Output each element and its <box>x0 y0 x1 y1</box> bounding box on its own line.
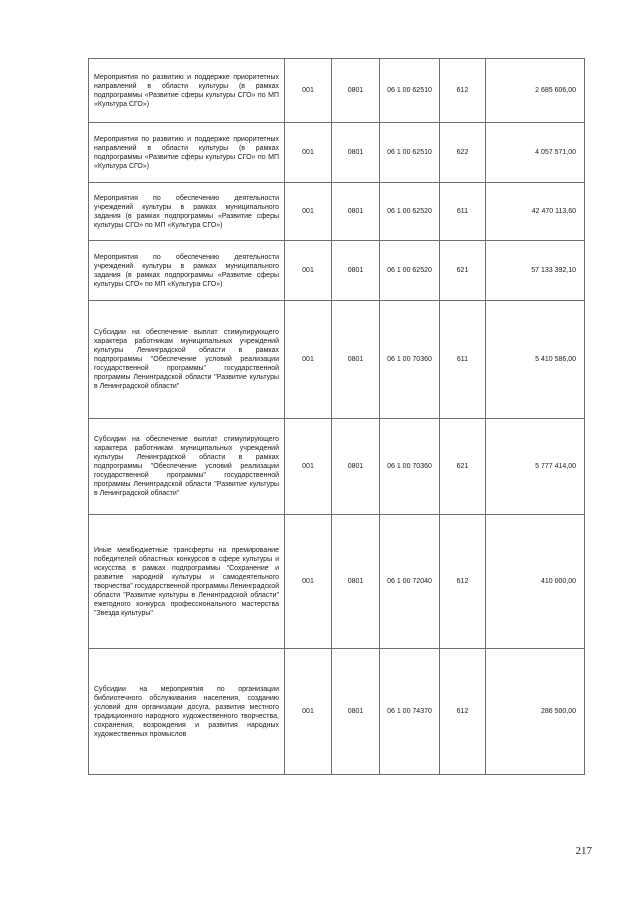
expense-type-cell: 611 <box>440 183 486 241</box>
description-cell: Мероприятия по развитию и поддержке приоритетных направлений в области культуры (в рамках подпрограммы «Развитие сферы культуры СГО» по МП «Культура СГО») <box>89 59 285 123</box>
description-cell: Субсидии на обеспечение выплат стимулирующего характера работникам муниципальных учреждений культуры Ленинградской области в рамках подпрограммы "Обеспечение условий реализации государственной программы" государственной программы Ленинградской области "Развитие культуры в Ленинградской области" <box>89 301 285 419</box>
expense-type-cell: 622 <box>440 123 486 183</box>
grbs-code-cell: 001 <box>285 241 332 301</box>
grbs-code-cell: 001 <box>285 123 332 183</box>
expense-type-cell: 621 <box>440 419 486 515</box>
section-code-cell: 0801 <box>332 241 380 301</box>
page-number: 217 <box>575 845 592 857</box>
table-row <box>89 301 585 419</box>
amount-cell: 42 470 113,60 <box>486 183 585 241</box>
amount-cell: 286 500,00 <box>486 649 585 775</box>
description-cell: Иные межбюджетные трансферты на премирование победителей областных конкурсов в сфере культуры и искусства в рамках подпрограммы "Сохранение и развитие народной культуры и самодеятельного творчества" государственной программы Ленинградской области "Развитие культуры в Ленинградской области" ежегодного конкурса профессионального мастерства "Звезда культуры" <box>89 515 285 649</box>
table-row <box>89 419 585 515</box>
expense-type-cell: 621 <box>440 241 486 301</box>
grbs-code-cell: 001 <box>285 59 332 123</box>
budget-table <box>88 58 585 775</box>
table-row <box>89 515 585 649</box>
grbs-code-cell: 001 <box>285 301 332 419</box>
table-row <box>89 241 585 301</box>
expense-type-cell: 611 <box>440 301 486 419</box>
target-article-cell: 06 1 00 74370 <box>380 649 440 775</box>
section-code-cell: 0801 <box>332 59 380 123</box>
section-code-cell: 0801 <box>332 183 380 241</box>
description-cell: Субсидии на мероприятия по организации библиотечного обслуживания населения, созданию условий для организации досуга, развития местного традиционного народного художественного творчества, сохранения, возрождения и развития народных художественных промыслов <box>89 649 285 775</box>
table-row <box>89 649 585 775</box>
grbs-code-cell: 001 <box>285 183 332 241</box>
table-row <box>89 123 585 183</box>
description-cell: Субсидии на обеспечение выплат стимулирующего характера работникам муниципальных учреждений культуры Ленинградской области в рамках подпрограммы "Обеспечение условий реализации государственной программы" государственной программы Ленинградской области "Развитие культуры в Ленинградской области" <box>89 419 285 515</box>
section-code-cell: 0801 <box>332 123 380 183</box>
description-cell: Мероприятия по развитию и поддержке приоритетных направлений в области культуры (в рамках подпрограммы «Развитие сферы культуры СГО» по МП «Культура СГО») <box>89 123 285 183</box>
amount-cell: 4 057 571,00 <box>486 123 585 183</box>
description-cell: Мероприятия по обеспечению деятельности учреждений культуры в рамках муниципального задания (в рамках подпрограммы «Развитие сферы культуры СГО» по МП «Культура СГО») <box>89 183 285 241</box>
target-article-cell: 06 1 00 70360 <box>380 301 440 419</box>
amount-cell: 5 410 586,00 <box>486 301 585 419</box>
amount-cell: 57 133 392,10 <box>486 241 585 301</box>
description-cell: Мероприятия по обеспечению деятельности учреждений культуры в рамках муниципального задания (в рамках подпрограммы «Развитие сферы культуры СГО» по МП «Культура СГО») <box>89 241 285 301</box>
section-code-cell: 0801 <box>332 649 380 775</box>
expense-type-cell: 612 <box>440 515 486 649</box>
amount-cell: 5 777 414,00 <box>486 419 585 515</box>
section-code-cell: 0801 <box>332 515 380 649</box>
target-article-cell: 06 1 00 62520 <box>380 183 440 241</box>
table-row <box>89 183 585 241</box>
grbs-code-cell: 001 <box>285 419 332 515</box>
target-article-cell: 06 1 00 62510 <box>380 123 440 183</box>
target-article-cell: 06 1 00 62510 <box>380 59 440 123</box>
grbs-code-cell: 001 <box>285 515 332 649</box>
target-article-cell: 06 1 00 72040 <box>380 515 440 649</box>
section-code-cell: 0801 <box>332 301 380 419</box>
target-article-cell: 06 1 00 70360 <box>380 419 440 515</box>
expense-type-cell: 612 <box>440 59 486 123</box>
amount-cell: 2 685 606,00 <box>486 59 585 123</box>
amount-cell: 410 000,00 <box>486 515 585 649</box>
grbs-code-cell: 001 <box>285 649 332 775</box>
table-row <box>89 59 585 123</box>
target-article-cell: 06 1 00 62520 <box>380 241 440 301</box>
expense-type-cell: 612 <box>440 649 486 775</box>
section-code-cell: 0801 <box>332 419 380 515</box>
